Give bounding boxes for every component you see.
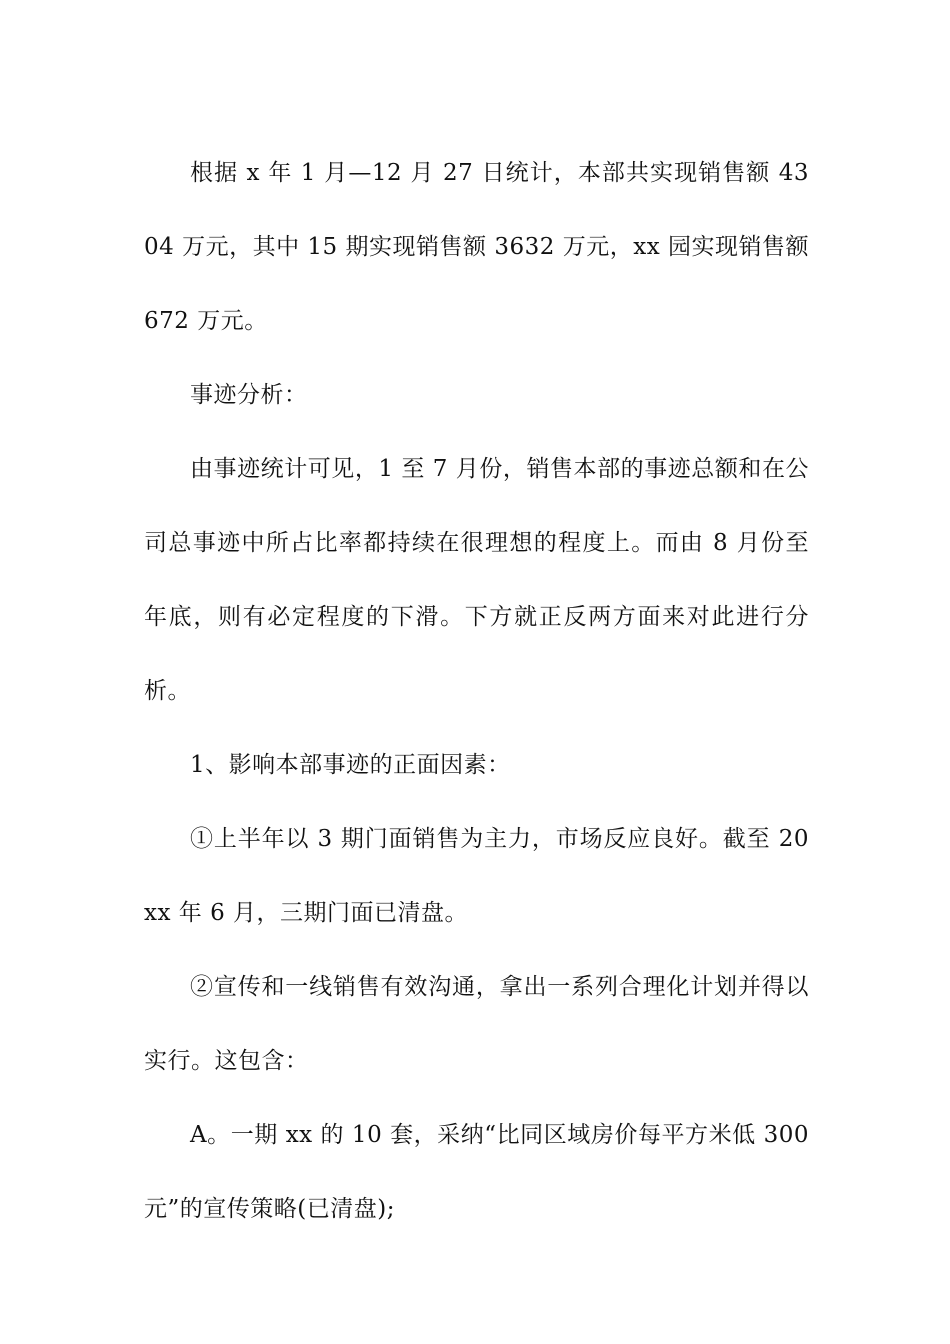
paragraph-sales-summary: 根据 x 年 1 月—12 月 27 日统计，本部共实现销售额 4304 万元，其中 15 期实现销售额 3632 万元，xx 园实现销售额 672 万元。 xyxy=(144,160,809,334)
paragraph-heading-positive-factors: 1、影响本部事迹的正面因素： xyxy=(190,752,511,778)
paragraph-analysis-overview: 由事迹统计可见，1 至 7 月份，销售本部的事迹总额和在公司总事迹中所占比率都持续在很理想的程度上。而由 8 月份至年底，则有必定程度的下滑。下方就正反两方面来对此进行分析。 xyxy=(144,456,809,704)
paragraph-factor-2: ②宣传和一线销售有效沟通，拿出一系列合理化计划并得以实行。这包含： xyxy=(144,974,809,1074)
paragraph-heading-analysis: 事迹分析： xyxy=(190,382,308,408)
paragraph-item-a: A。一期 xx 的 10 套，采纳“比同区域房价每平方米低 300 元”的宣传策略(已清盘); xyxy=(144,1122,809,1222)
document-body xyxy=(144,136,809,1246)
paragraph-factor-1: ①上半年以 3 期门面销售为主力，市场反应良好。截至 20xx 年 6 月，三期门面已清盘。 xyxy=(144,826,809,926)
